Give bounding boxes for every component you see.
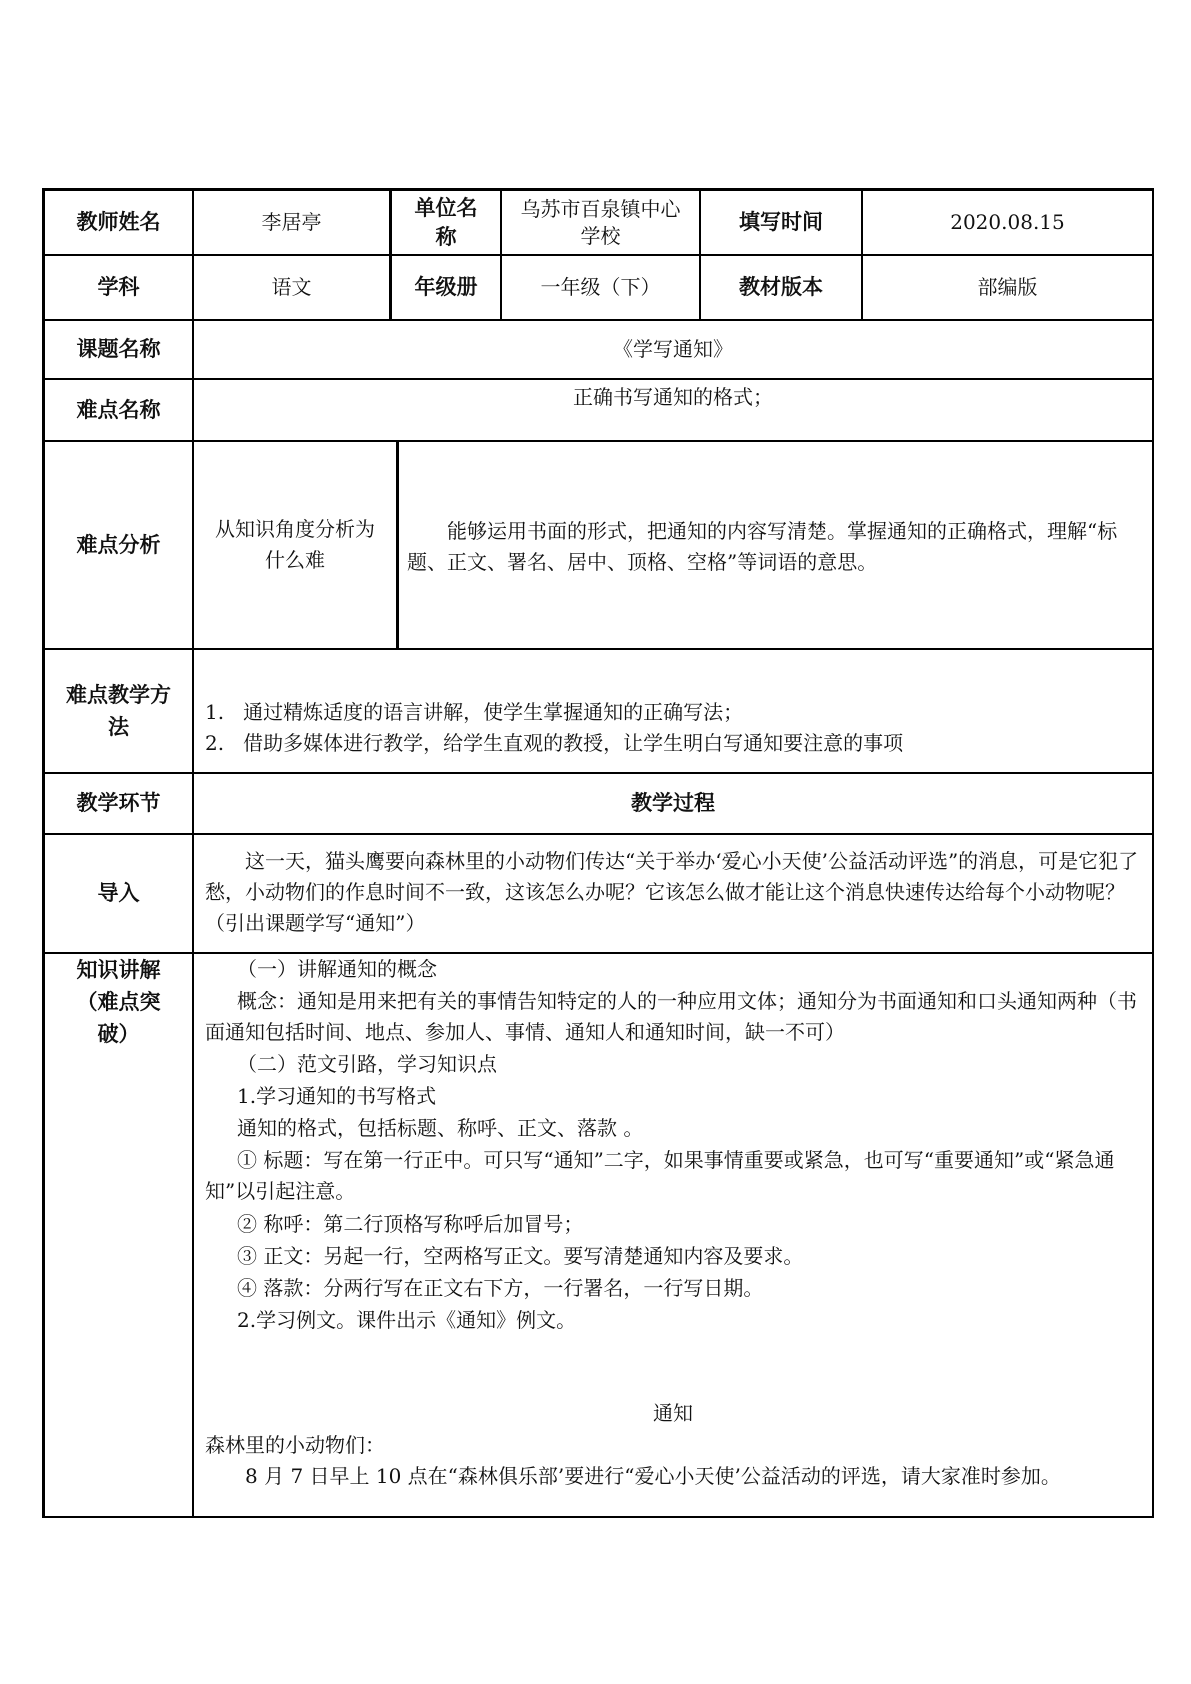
example-salutation: 森林里的小动物们：: [205, 1433, 385, 1457]
edition-label: 教材版本: [739, 275, 823, 300]
knowledge-line: 1.学习通知的书写格式: [237, 1084, 437, 1108]
row-divider: [42, 833, 1154, 835]
intro-label: 导入: [97, 881, 140, 906]
topic-value: 《学写通知》: [613, 337, 733, 361]
knowledge-line: 2.学习例文。课件出示《通知》例文。: [237, 1308, 577, 1332]
method-label: 难点教学方法: [66, 683, 171, 739]
teacher-name-label: 教师姓名: [76, 210, 161, 235]
example-title: 通知: [653, 1401, 693, 1425]
analysis-text: 能够运用书面的形式，把通知的内容写清楚。掌握通知的正确格式，理解“标题、正文、署名、居中、顶格、空格”等词语的意思。: [407, 519, 1118, 574]
grade-label: 年级册: [414, 275, 478, 300]
knowledge-line: 概念：通知是用来把有关的事情告知特定的人的一种应用文体；通知分为书面通知和口头通知两种（书面通知包括时间、地点、参加人、事情、通知人和通知时间，缺一不可）: [205, 989, 1137, 1044]
difficulty-value: 正确书写通知的格式；: [573, 385, 773, 409]
unit-name-value: 乌苏市百泉镇中心学校: [520, 196, 681, 248]
table-border-right: [1152, 188, 1154, 1518]
table-border-bottom: [42, 1516, 1154, 1518]
subject-label: 学科: [97, 275, 140, 300]
knowledge-line: 通知的格式，包括标题、称呼、正文、落款 。: [237, 1116, 644, 1140]
knowledge-label: 知识讲解（难点突破）: [76, 958, 161, 1046]
row-divider: [42, 648, 1154, 650]
grade-value: 一年级（下）: [540, 275, 661, 299]
process-header-label: 教学环节: [76, 791, 161, 816]
unit-name-label: 单位名称: [414, 196, 478, 249]
fill-time-value: 2020.08.15: [950, 210, 1065, 234]
analysis-label: 难点分析: [76, 532, 161, 557]
analysis-sub-label: 从知识角度分析为什么难: [215, 517, 375, 572]
intro-text: 这一天，猫头鹰要向森林里的小动物们传达“关于举办‘爱心小天使’公益活动评选”的消息，可是它犯了愁，小动物们的作息时间不一致，这该怎么办呢？它该怎么做才能让这个消息快速传达给每个小动物呢？（引出课题学写“通知”）: [205, 849, 1139, 935]
teacher-name-value: 李居亭: [261, 210, 322, 234]
example-body: 8 月 7 日早上 10 点在“森林俱乐部’要进行“爱心小天使’公益活动的评选，请大家准时参加。: [245, 1464, 1061, 1488]
column-divider: [396, 440, 399, 650]
knowledge-line: （二）范文引路，学习知识点: [237, 1052, 497, 1076]
knowledge-line: ② 称呼：第二行顶格写称呼后加冒号；: [237, 1212, 584, 1236]
knowledge-line: ④ 落款：分两行写在正文右下方，一行署名，一行写日期。: [237, 1276, 764, 1300]
difficulty-label: 难点名称: [76, 397, 161, 422]
knowledge-line: （一）讲解通知的概念: [237, 957, 437, 981]
fill-time-label: 填写时间: [739, 210, 823, 235]
edition-value: 部编版: [977, 275, 1038, 299]
knowledge-line: ① 标题：写在第一行正中。可只写“通知”二字，如果事情重要或紧急，也可写“重要通知”或“紧急通知”以引起注意。: [205, 1148, 1115, 1203]
subject-value: 语文: [271, 275, 312, 299]
topic-label: 课题名称: [76, 337, 161, 362]
method-item-2: 2. 借助多媒体进行教学，给学生直观的教授，让学生明白写通知要注意的事项: [205, 731, 904, 755]
row-divider: [42, 378, 1154, 380]
knowledge-line: ③ 正文：另起一行，空两格写正文。要写清楚通知内容及要求。: [237, 1244, 804, 1268]
process-header-value: 教学过程: [631, 791, 715, 816]
method-item-1: 1. 通过精炼适度的语言讲解，使学生掌握通知的正确写法；: [205, 700, 744, 724]
